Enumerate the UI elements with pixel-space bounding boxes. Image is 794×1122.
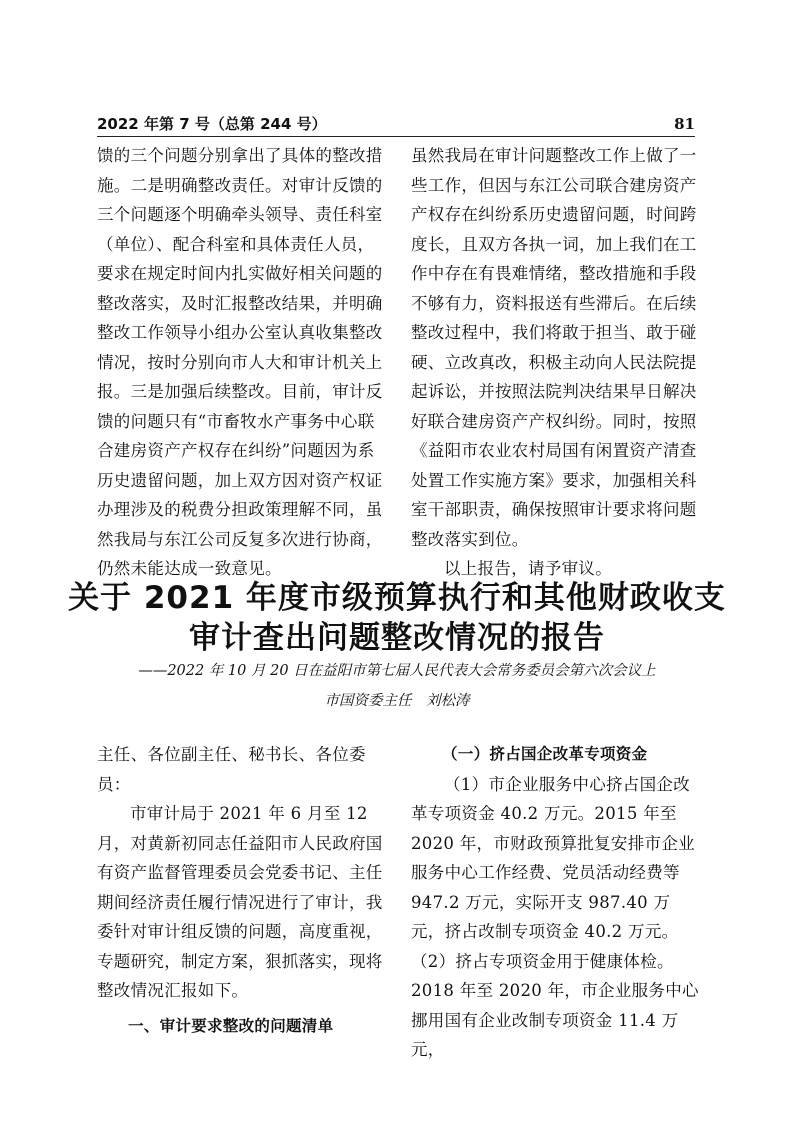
article-author: 市国资委主任 刘松涛 (324, 693, 470, 709)
article-title-line-1: 关于 2021 年度市级预算执行和其他财政收支 (68, 580, 726, 616)
page-header (97, 114, 695, 137)
column-1 (97, 141, 385, 584)
subsection-heading: （一）挤占国企改革专项资金 (442, 745, 648, 763)
intro-paragraph: 市审计局于 2021 年 6 月至 12 月，对黄新初同志任益阳市人民政府国有资产监督管理委员会党委书记、主任期间经济责任履行情况进行了审计，我委针对审计组反馈的问题，高度重视，专题研究，制定方案，狠抓落实，现将整改情况汇报如下。 (97, 804, 383, 1000)
closing-line: 以上报告，请予审议。 (444, 559, 612, 578)
column-4-paragraph-1: （1）市企业服务中心挤占国企改革专项资金 40.2 万元。2015 年至 2020 年，市财政预算批复安排市企业服务中心工作经费、党员活动经费等 947.2 万元，实际开支 987.40 万元，挤占改制专项资金 40.2 万元。（2）挤占专项资金用于健康体检。2018 年至 2020 年，市企业服务中心挪用国有企业改制专项资金 11.4 万元， (411, 774, 699, 1059)
article-title-line-2: 审计查出问题整改情况的报告 (189, 620, 605, 656)
salutation: 主任、各位副主任、秘书长、各位委员： (97, 745, 366, 794)
page-number: 81 (674, 115, 695, 133)
column-2 (411, 141, 699, 584)
column-2-paragraph-1: 虽然我局在审计问题整改工作上做了一些工作，但因与东江公司联合建房资产产权存在纠纷系历史遗留问题，时间跨度长，且双方各执一词，加上我们在工作中存在有畏难情绪，整改措施和手段不够有力，资料报送有些滞后。在后续整改过程中，我们将敢于担当、敢于碰硬、立改真改，积极主动向人民法院提起诉讼，并按照法院判决结果早日解决好联合建房资产产权纠纷。同时，按照《益阳市农业农村局国有闲置资产清查处置工作实施方案》要求，加强相关科室干部职责，确保按照审计要求将问题整改落实到位。 (411, 146, 697, 549)
issue-label: 2022 年第 7 号（总第 244 号） (97, 115, 327, 133)
article-subtitle: ——2022 年 10 月 20 日在益阳市第七届人民代表大会常务委员会第六次会议上 (138, 663, 656, 679)
column-3 (97, 740, 385, 1041)
section-heading: 一、审计要求整改的问题清单 (128, 1016, 334, 1035)
column-1-text: 馈的三个问题分别拿出了具体的整改措施。二是明确整改责任。对审计反馈的三个问题逐个明确牵头领导、责任科室（单位）、配合科室和具体责任人员，要求在规定时间内扎实做好相关问题的整改落实，及时汇报整改结果，并明确整改工作领导小组办公室认真收集整改情况，按时分别向市人大和审计机关上报。三是加强后续整改。目前，审计反馈的问题只有“市畜牧水产事务中心联合建房资产产权存在纠纷”问题因为系历史遗留问题，加上双方因对资产权证办理涉及的税费分担政策理解不同，虽然我局与东江公司反复多次进行协商，仍然未能达成一致意见。 (97, 146, 383, 578)
column-4 (411, 740, 699, 1065)
